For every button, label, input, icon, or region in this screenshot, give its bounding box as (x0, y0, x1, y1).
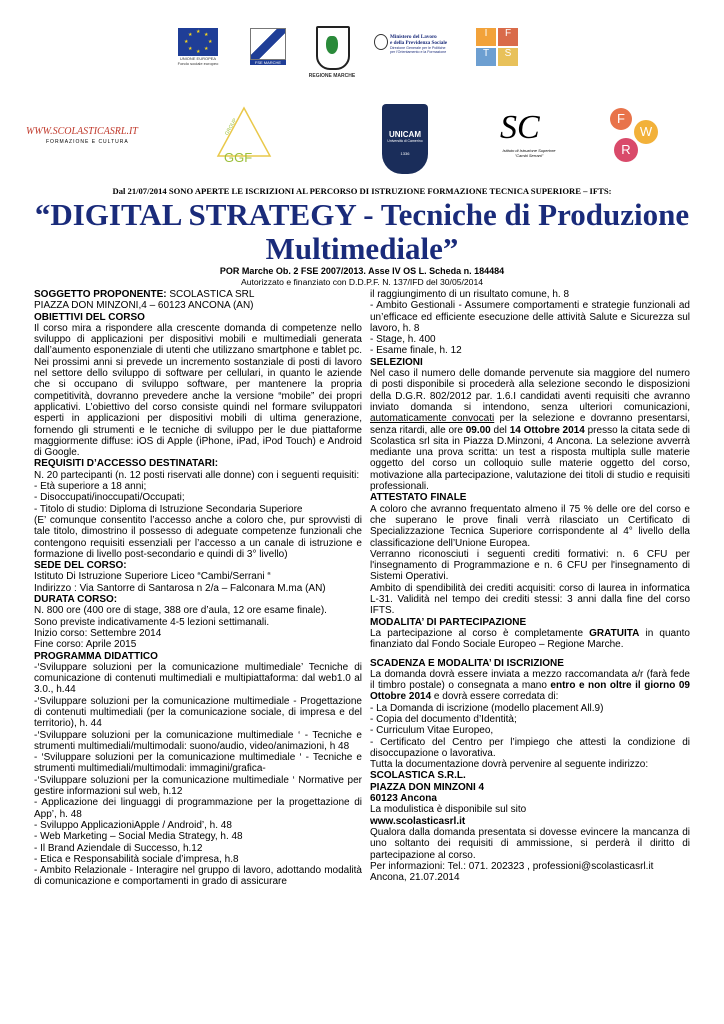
eu-logo: ★ ★ ★ ★ ★ ★ ★ ★ UNIONE EUROPEA Fondo sociale europeo (177, 29, 219, 66)
list-item: - Titolo di studio: Diploma di Istruzione Secondaria Superiore (34, 503, 303, 515)
left-column (34, 289, 362, 888)
unicam-shield-icon: UNICAM Università di Camerino 1336 (382, 104, 428, 174)
list-item: - Applicazione dei linguaggi di programmazione per la progettazione di App’, h. 48 (34, 797, 362, 820)
list-item: - Etica e Responsabilità sociale d’impresa, h.8 (34, 853, 239, 865)
contact-info: Per informazioni: Tel.: 071. 202323 , professioni@scolasticasrl.it (370, 860, 654, 872)
durata-line: N. 800 ore (400 ore di stage, 388 ore d’aula, 12 ore esame finale). (34, 605, 327, 617)
top-logos (0, 28, 724, 84)
selezioni-heading: SELEZIONI (370, 356, 423, 368)
fse-icon (250, 28, 286, 60)
scadenza-text: La domanda dovrà essere inviata a mezzo raccomandata a/r (farà fede il timbro postale) o consegnata a mano entro e non oltre il giorno 09 Ottobre 2014 e dovrà essere corredata di: (370, 668, 690, 703)
address-company: SCOLASTICA S.R.L. (370, 770, 466, 782)
list-item: - Il Brand Aziendale di Successo, h.12 (34, 842, 203, 854)
end-date: Fine corso: Aprile 2015 (34, 639, 137, 651)
registration-open-line: Dal 21/07/2014 SONO APERTE LE ISCRIZIONI AL PERCORSO DI ISTRUZIONE FORMAZIONE TECNICA SUPERIORE – IFTS: (112, 186, 612, 196)
list-item: - Esame finale, h. 12 (370, 345, 462, 357)
fse-marche-logo: FSE MARCHE (250, 28, 290, 65)
fwr-logo: F W R (600, 108, 662, 170)
list-item: - Età superiore a 18 anni; (34, 481, 147, 493)
list-item: - Disoccupati/inoccupati/Occupati; (34, 492, 185, 504)
emblem-icon (374, 34, 388, 50)
modalita-heading: MODALITA’ DI PARTECIPAZIONE (370, 616, 527, 628)
course-title: “DIGITAL STRATEGY - Tecniche di Produzione Multimediale” (34, 197, 690, 266)
list-item: - La Domanda di iscrizione (modello placement All.9) (370, 702, 604, 714)
list-item: -‘Sviluppare soluzioni per la comunicazione multimediale ‘ Normative per gestire informazioni sul web, h.12 (34, 774, 362, 798)
eu-flag-icon: ★ ★ ★ ★ ★ ★ ★ ★ (178, 28, 218, 56)
attestato-text: A coloro che avranno frequentato almeno il 75 % delle ore del corso e che superano le prove finali verrà rilasciato un Certificato di Specializzazione Tecnica Superiore corrispondente al 4° livello della classificazione dell’Unione Europea. (370, 503, 690, 549)
list-item: - Certificato del Centro per l’impiego che attesti la condizione di disoccupazione o lavorativa. (370, 736, 690, 759)
obiettivi-text: Il corso mira a rispondere alla crescente domanda di competenze nello sviluppo di applicazioni per dispositivi mobili e multimediali generata dall’aumento esponenziale di utenti che utilizzano smartphone e tablet pc. Nei prossimi anni si prevede un incremento sostanziale di posti di lavoro nel settore dello sviluppo di software per cellulari, in quanto le aziende che si occupano di sviluppo software, per mantenere la propria competitività, dovranno prevedere anche la versione “mobile” dei propri applicativi. L’obiettivo del corso consiste quindi nel formare sviluppatori esperti in applicazioni per dispositivi mobili di ultima generazione, fornendo gli strumenti e le tecniche di sviluppo per le due piattaforme maggiormente diffuse: iOS di Apple (iPhone, iPad, iPod Touch) e Android di Google. (34, 322, 362, 459)
list-item: - Web Marketing – Social Media Strategy, h. 48 (34, 831, 243, 843)
authorization-line: Autorizzato e finanziato con D.D.P.F. N. 137/IFD del 30/05/2014 (240, 277, 484, 287)
soggetto-line: SOGGETTO PROPONENTE: SCOLASTICA SRL (34, 289, 255, 300)
documentation-note: Tutta la documentazione dovrà pervenire al seguente indirizzo: (370, 759, 649, 771)
requisiti-heading: REQUISITI D’ACCESSO DESTINATARI: (34, 458, 219, 470)
ministero-lavoro-logo: Ministero del Lavoro e della Previdenza Sociale Direzione Generale per le Politiche per l'Orientamento e la Formazione (374, 34, 454, 54)
list-item: - ‘Sviluppare soluzioni per la comunicazione multimediale ‘ - Tecniche e strumenti multimediali/multimodali: immagini/grafica- (34, 752, 362, 775)
list-item: -‘Sviluppare soluzioni per la comunicazione multimediale - Progettazione di contenuti multimediali (per la comunicazione sociale, di impresa e del territorio), h. 44 (34, 695, 362, 730)
address-line: PIAZZA DON MINZONI,4 – 60123 ANCONA (AN) (34, 300, 254, 312)
list-item: il raggiungimento di un risultato comune, h. 8 (370, 289, 570, 300)
scolastica-logo: WWW.SCOLASTICASRL.IT FORMAZIONE E CULTURA (26, 126, 138, 145)
list-item: - Copia del documento d’Identità; (370, 713, 517, 725)
ggf-group-logo: GGF GROUP (214, 104, 274, 174)
sede-line: Istituto Di Istruzione Superiore Liceo “Cambi/Serrani “ (34, 571, 271, 583)
partner-logos (0, 104, 724, 184)
regione-marche-logo: REGIONE MARCHE (304, 26, 360, 79)
address-street: PIAZZA DON MINZONI 4 (370, 781, 485, 793)
sede-address: Indirizzo : Via Santorre di Santarosa n 2/a – Falconara M.ma (AN) (34, 582, 326, 594)
spendibilita-text: Ambito di spendibilità dei crediti acquisiti: corso di laurea in informatica L-31. Validità nel tempo dei crediti stessi: 3 anni dalla fine del corso IFTS. (370, 582, 690, 617)
programma-heading: PROGRAMMA DIDATTICO (34, 650, 158, 662)
regione-shield-icon (316, 26, 350, 70)
list-item: - Curriculum Vitae Europeo, (370, 725, 494, 737)
unicam-logo (382, 104, 432, 178)
obiettivi-heading: OBIETTIVI DEL CORSO (34, 311, 145, 323)
cambi-serrani-logo: SC Istituto di Istruzione Superiore "Cambi Serrani" (500, 109, 556, 158)
ifts-logo: I F T S (476, 28, 520, 68)
scadenza-heading: SCADENZA E MODALITA’ DI ISCRIZIONE (370, 657, 564, 669)
durata-line: Sono previste indicativamente 4-5 lezioni settimanali. (34, 616, 270, 628)
selezioni-text: Nel caso il numero delle domande pervenute sia maggiore del numero di posti disponibile si procederà alla selezione secondo le disposizioni della D.G.R. 802/2012 par. 1.6.I candidati aventi requisiti che avranno inviato domanda si intendono, senza ulteriori comunicazioni, automaticamente convocati per la selezione e dovranno presentarsi, senza ritardi, alle ore 09.00 del 14 Ottobre 2014 presso la citata sede di Scolastica srl sita in Piazza D.Minzoni, 4 Ancona. La selezione avverrà mediante una prova scritta: un test a risposta multipla sulle materie oggetto del corso un colloquio sulle materie oggetto del corso, motivazione alla partecipazione, valutazione dei titoli di studio e requisiti professionali. (370, 368, 691, 493)
requisiti-note: (E’ comunque consentito l’accesso anche a coloro che, pur sprovvisti di tale titolo, dimostrino il possesso di adeguate competenze funzionali che contengono requisiti essenziali per l’accesso a un canale di istruzione e formazione di livello post-secondario e quindi di 3° livello) (34, 514, 362, 560)
address-city: 60123 Ancona (370, 793, 437, 805)
modulistica-text: La modulistica è disponibile sul sito (370, 804, 527, 816)
final-note: Qualora dalla domanda presentata si dovesse evincere la mancanza di uno soltanto dei requisiti di ammissione, si perderà il diritto di partecipazione al corso. (370, 826, 690, 861)
website-link[interactable]: www.scolasticasrl.it (370, 815, 466, 827)
right-column (370, 289, 690, 883)
por-marche-line: POR Marche Ob. 2 FSE 2007/2013. Asse IV OS L. Scheda n. 184484 (219, 266, 505, 276)
document-date: Ancona, 21.07.2014 (370, 872, 460, 884)
list-item: - Ambito Relazionale - Interagire nel gruppo di lavoro, adottando modalità di comunicazione e comportamenti in grado di assicurare (34, 865, 362, 888)
sede-heading: SEDE DEL CORSO: (34, 560, 127, 572)
list-item: - Stage, h. 400 (370, 334, 436, 346)
list-item: - Ambito Gestionali - Assumere comportamenti e strategie funzionali ad un’efficace ed efficiente esecuzione delle attività Salute e Sicurezza sul lavoro, h. 8 (370, 300, 690, 334)
start-date: Inizio corso: Settembre 2014 (34, 627, 162, 639)
modalita-text: La partecipazione al corso è completamente GRATUITA in quanto finanziato dal Fondo Sociale Europeo – Regione Marche. (370, 627, 690, 651)
durata-heading: DURATA CORSO: (34, 594, 118, 606)
crediti-text: Verranno riconosciuti i seguenti crediti formativi: n. 6 CFU per l'insegnamento di Programmazione e n. 6 CFU per l'insegnamento di Sistemi Operativi. (370, 548, 690, 583)
list-item: - Sviluppo ApplicazioniApple / Android’, h. 48 (34, 819, 232, 831)
requisiti-text: N. 20 partecipanti (n. 12 posti riservati alle donne) con i seguenti requisiti: (34, 469, 360, 481)
list-item: -‘Sviluppare soluzioni per la comunicazione multimediale ‘ - Tecniche e strumenti multimediali/multimodali: suono/audio, video/animazioni, h 48 (34, 729, 362, 752)
list-item: -‘Sviluppare soluzioni per la comunicazione multimediale’ Tecniche di comunicazione di contenuti multimediali e multipiattaforma: dal web1.0 al 3.0., h.44 (34, 661, 362, 696)
attestato-heading: ATTESTATO FINALE (370, 492, 467, 504)
